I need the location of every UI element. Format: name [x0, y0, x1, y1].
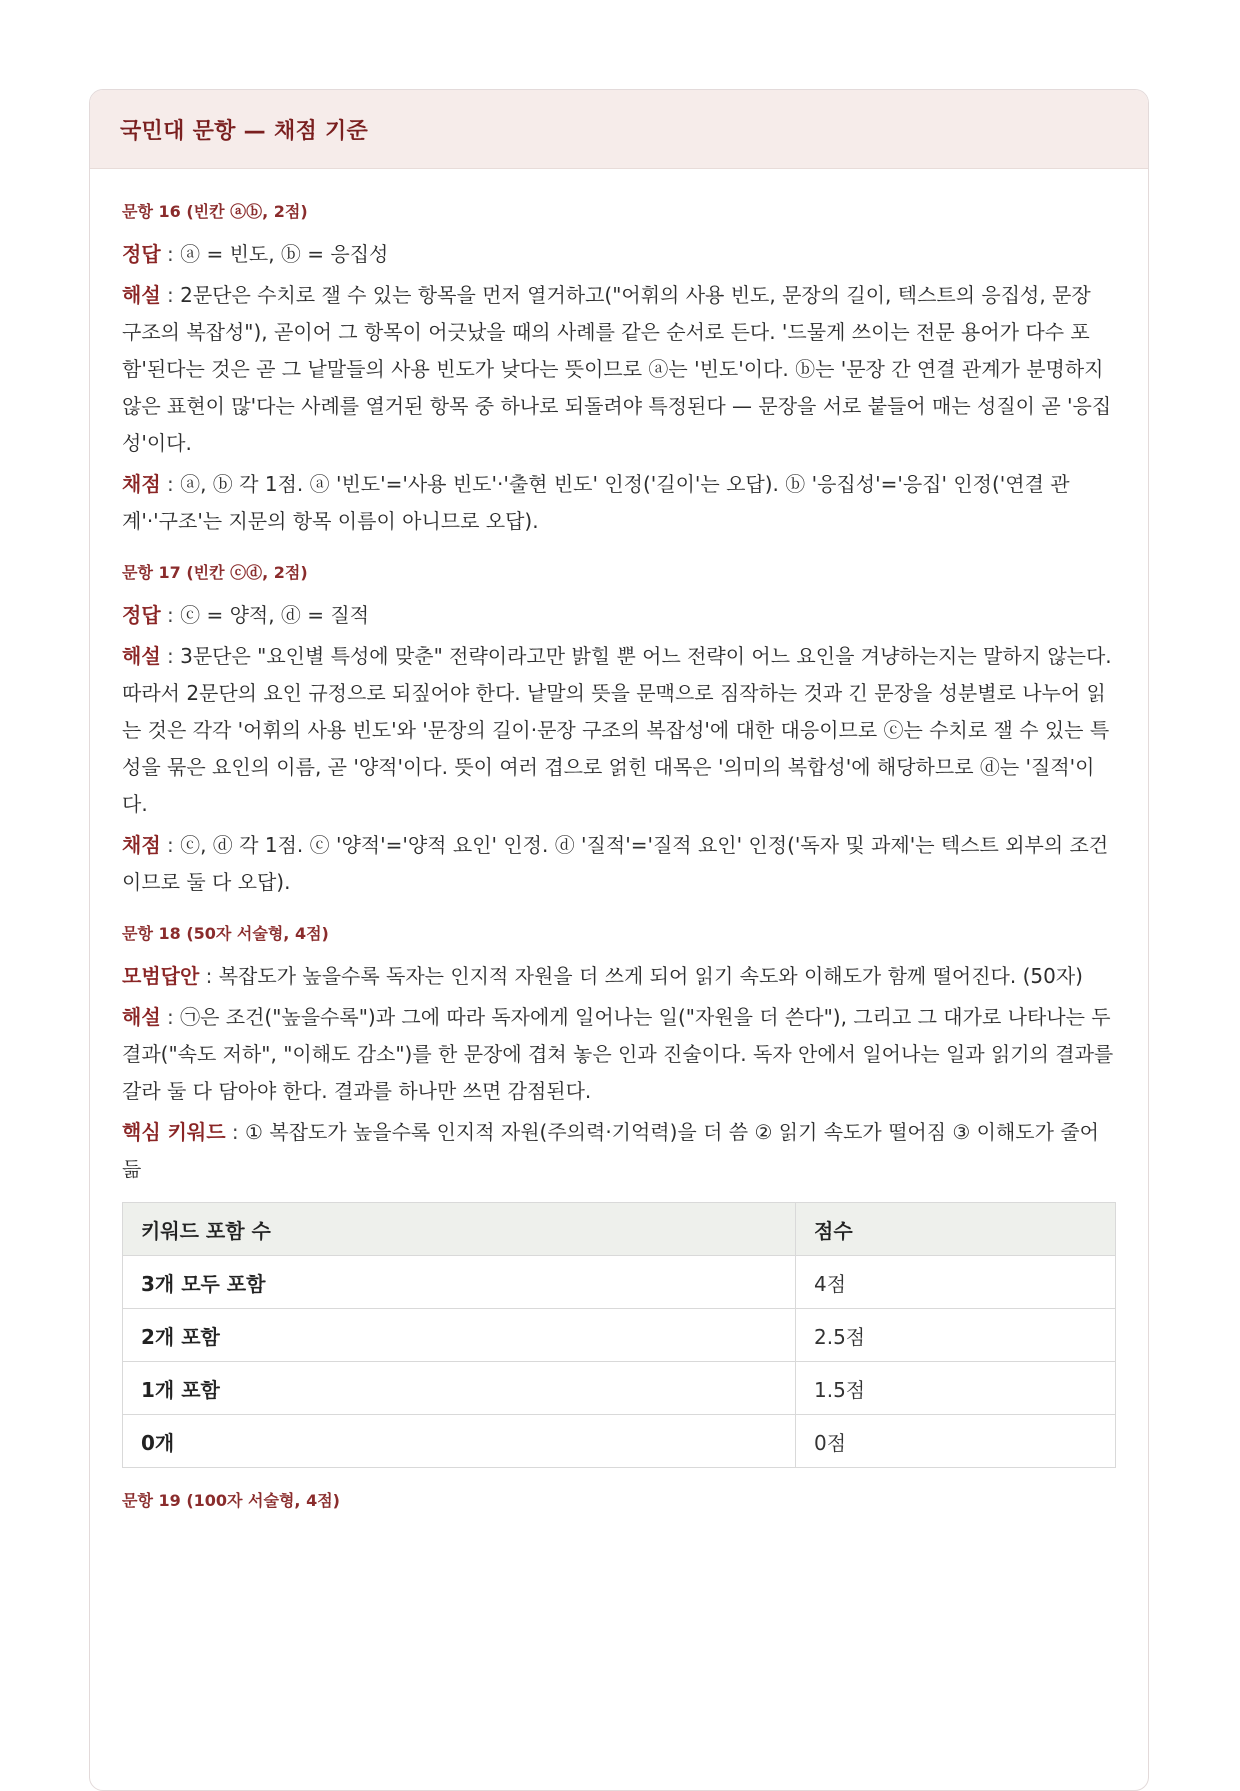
question-16-grading: 채점 : ⓐ, ⓑ 각 1점. ⓐ '빈도'='사용 빈도'·'출현 빈도' 인정('길이'는 오답). ⓑ '응집성'='응집' 인정('연결 관계'·'구조'는 지문의 항목 이름이 아니므로 오답). [122, 472, 1070, 533]
question-16-heading: 문항 16 (빈칸 ⓐⓑ, 2점) [122, 202, 308, 221]
keyword-count-cell: 0개 [123, 1415, 796, 1468]
score-cell: 1.5점 [796, 1362, 1116, 1415]
answer-text: ⓒ = 양적, ⓓ = 질적 [180, 603, 370, 627]
keyword-label: 핵심 키워드 [122, 1120, 226, 1144]
table-row [123, 1362, 1116, 1415]
question-17-grading: 채점 : ⓒ, ⓓ 각 1점. ⓒ '양적'='양적 요인' 인정. ⓓ '질적'='질적 요인' 인정('독자 및 과제'는 텍스트 외부의 조건이므로 둘 다 오답). [122, 833, 1109, 894]
keyword-text: ① 복잡도가 높을수록 인지적 자원(주의력·기억력)을 더 씀 ② 읽기 속도가 떨어짐 ③ 이해도가 줄어듦 [122, 1120, 1099, 1181]
card-body [90, 169, 1148, 1511]
score-cell: 4점 [796, 1256, 1116, 1309]
explanation-label: 해설 [122, 644, 161, 668]
question-17-explanation: 해설 : 3문단은 "요인별 특성에 맞춘" 전략이라고만 밝힐 뿐 어느 전략이 어느 요인을 겨냥하는지는 말하지 않는다. 따라서 2문단의 요인 규정으로 되짚어야 한다. 낱말의 뜻을 문맥으로 짐작하는 것과 긴 문장을 성분별로 나누어 읽는 것은 각각 '어휘의 사용 빈도'와 '문장의 길이·문장 구조의 복잡성'에 대한 대응이므로 ⓒ는 수치로 잴 수 있는 특성을 묶은 요인의 이름, 곧 '양적'이다. 뜻이 여러 겹으로 얽힌 대목은 '의미의 복합성'에 해당하므로 ⓓ는 '질적'이다. [122, 644, 1112, 816]
grading-text: ⓐ, ⓑ 각 1점. ⓐ '빈도'='사용 빈도'·'출현 빈도' 인정('길이'는 오답). ⓑ '응집성'='응집' 인정('연결 관계'·'구조'는 지문의 항목 이름이 아니므로 오답). [122, 472, 1070, 533]
question-18-keywords: 핵심 키워드 : ① 복잡도가 높을수록 인지적 자원(주의력·기억력)을 더 씀 ② 읽기 속도가 떨어짐 ③ 이해도가 줄어듦 [122, 1120, 1099, 1181]
question-19-section [122, 1488, 1116, 1511]
model-answer-label: 모범답안 [122, 964, 200, 988]
question-18-heading: 문항 18 (50자 서술형, 4점) [122, 924, 329, 943]
keyword-count-cell: 2개 포함 [123, 1309, 796, 1362]
question-17-heading: 문항 17 (빈칸 ⓒⓓ, 2점) [122, 563, 308, 582]
explanation-label: 해설 [122, 283, 161, 307]
explanation-label: 해설 [122, 1005, 161, 1029]
table-row [123, 1309, 1116, 1362]
question-19-heading: 문항 19 (100자 서술형, 4점) [122, 1491, 340, 1510]
table-row [123, 1415, 1116, 1468]
grading-text: ⓒ, ⓓ 각 1점. ⓒ '양적'='양적 요인' 인정. ⓓ '질적'='질적 요인' 인정('독자 및 과제'는 텍스트 외부의 조건이므로 둘 다 오답). [122, 833, 1109, 894]
answer-label: 정답 [122, 242, 161, 266]
answer-label: 정답 [122, 603, 161, 627]
model-answer-text: 복잡도가 높을수록 독자는 인지적 자원을 더 쓰게 되어 읽기 속도와 이해도가 함께 떨어진다. (50자) [218, 964, 1083, 988]
column-header-keyword-count: 키워드 포함 수 [123, 1203, 796, 1256]
answer-text: ⓐ = 빈도, ⓑ = 응집성 [180, 242, 389, 266]
explanation-text: ㉠은 조건("높을수록")과 그에 따라 독자에게 일어나는 일("자원을 더 쓴다"), 그리고 그 대가로 나타나는 두 결과("속도 저하", "이해도 감소")를 한 문장에 겹쳐 놓은 인과 진술이다. 독자 안에서 일어나는 일과 읽기의 결과를 갈라 둘 다 담아야 한다. 결과를 하나만 쓰면 감점된다. [122, 1005, 1114, 1103]
score-table [122, 1202, 1116, 1468]
page-title: 국민대 문항 — 채점 기준 [120, 118, 369, 144]
question-17-section [122, 560, 1116, 901]
score-cell: 2.5점 [796, 1309, 1116, 1362]
score-table-header-row [123, 1203, 1116, 1256]
explanation-text: 3문단은 "요인별 특성에 맞춘" 전략이라고만 밝힐 뿐 어느 전략이 어느 요인을 겨냥하는지는 말하지 않는다. 따라서 2문단의 요인 규정으로 되짚어야 한다. 낱말의 뜻을 문맥으로 짐작하는 것과 긴 문장을 성분별로 나누어 읽는 것은 각각 '어휘의 사용 빈도'와 '문장의 길이·문장 구조의 복잡성'에 대한 대응이므로 ⓒ는 수치로 잴 수 있는 특성을 묶은 요인의 이름, 곧 '양적'이다. 뜻이 여러 겹으로 얽힌 대목은 '의미의 복합성'에 해당하므로 ⓓ는 '질적'이다. [122, 644, 1112, 816]
table-row [123, 1256, 1116, 1309]
question-18-section [122, 921, 1116, 1468]
question-18-model-answer: 모범답안 : 복잡도가 높을수록 독자는 인지적 자원을 더 쓰게 되어 읽기 속도와 이해도가 함께 떨어진다. (50자) [122, 964, 1083, 988]
explanation-text: 2문단은 수치로 잴 수 있는 항목을 먼저 열거하고("어휘의 사용 빈도, 문장의 길이, 텍스트의 응집성, 문장 구조의 복잡성"), 곧이어 그 항목이 어긋났을 때의 사례를 같은 순서로 든다. '드물게 쓰이는 전문 용어가 다수 포함'된다는 것은 곧 그 낱말들의 사용 빈도가 낮다는 뜻이므로 ⓐ는 '빈도'이다. ⓑ는 '문장 간 연결 관계가 분명하지 않은 표현이 많'다는 사례를 열거된 항목 중 하나로 되돌려야 특정된다 — 문장을 서로 붙들어 매는 성질이 곧 '응집성'이다. [122, 283, 1112, 455]
question-16-section [122, 199, 1116, 540]
question-16-answer: 정답 : ⓐ = 빈도, ⓑ = 응집성 [122, 242, 389, 266]
keyword-count-cell: 3개 모두 포함 [123, 1256, 796, 1309]
score-cell: 0점 [796, 1415, 1116, 1468]
question-17-answer: 정답 : ⓒ = 양적, ⓓ = 질적 [122, 603, 370, 627]
grading-label: 채점 [122, 833, 161, 857]
grading-label: 채점 [122, 472, 161, 496]
column-header-score: 점수 [796, 1203, 1116, 1256]
question-16-explanation: 해설 : 2문단은 수치로 잴 수 있는 항목을 먼저 열거하고("어휘의 사용 빈도, 문장의 길이, 텍스트의 응집성, 문장 구조의 복잡성"), 곧이어 그 항목이 어긋났을 때의 사례를 같은 순서로 든다. '드물게 쓰이는 전문 용어가 다수 포함'된다는 것은 곧 그 낱말들의 사용 빈도가 낮다는 뜻이므로 ⓐ는 '빈도'이다. ⓑ는 '문장 간 연결 관계가 분명하지 않은 표현이 많'다는 사례를 열거된 항목 중 하나로 되돌려야 특정된다 — 문장을 서로 붙들어 매는 성질이 곧 '응집성'이다. [122, 283, 1112, 455]
question-18-explanation: 해설 : ㉠은 조건("높을수록")과 그에 따라 독자에게 일어나는 일("자원을 더 쓴다"), 그리고 그 대가로 나타나는 두 결과("속도 저하", "이해도 감소")를 한 문장에 겹쳐 놓은 인과 진술이다. 독자 안에서 일어나는 일과 읽기의 결과를 갈라 둘 다 담아야 한다. 결과를 하나만 쓰면 감점된다. [122, 1005, 1114, 1103]
keyword-count-cell: 1개 포함 [123, 1362, 796, 1415]
grading-criteria-card [89, 89, 1149, 1791]
card-header [90, 90, 1148, 169]
